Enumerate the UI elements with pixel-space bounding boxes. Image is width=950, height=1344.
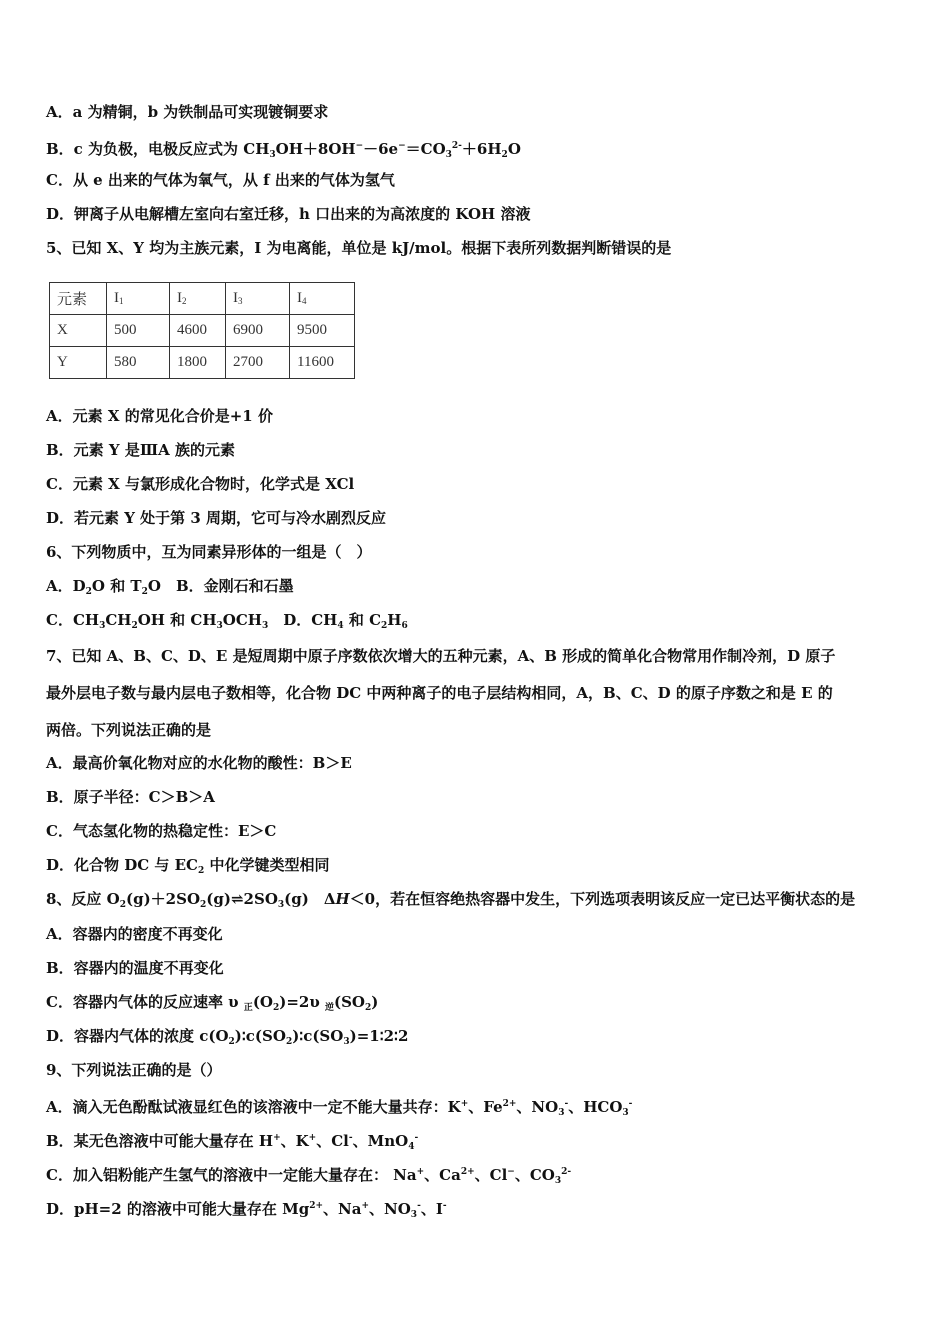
q8-option-b: B．容器内的温度不再变化 bbox=[46, 959, 224, 977]
q5-stem: 5、已知 X、Y 均为主族元素，I 为电离能，单位是 kJ/mol。根据下表所列数据判断错误的是 bbox=[46, 239, 672, 257]
table-cell: 580 bbox=[107, 347, 170, 379]
q9-option-a: A．滴入无色酚酞试液显红色的该溶液中一定不能大量共存：K+、$Fe^{2+}$、$NO_3^-$、$HCO_3^-$ bbox=[46, 1098, 633, 1118]
table-cell: $I_1$ bbox=[107, 283, 170, 315]
table-row bbox=[50, 347, 355, 379]
q5-option-d: D．若元素 Y 处于第 3 周期，它可与冷水剧烈反应 bbox=[46, 509, 387, 527]
q9-option-c: C．加入铝粉能产生氢气的溶液中一定能大量存在： Na+、$Ca^{2+}$、Cl−、$CO_3^{2-}$ bbox=[46, 1166, 572, 1186]
table-cell: 元素 bbox=[50, 283, 107, 315]
q5-option-c: C．元素 X 与氯形成化合物时，化学式是 XCl bbox=[46, 475, 355, 493]
table-cell: 6900 bbox=[226, 315, 290, 347]
table-cell: X bbox=[50, 315, 107, 347]
ionization-energy-table bbox=[49, 282, 355, 379]
q9-option-d: D．pH=2 的溶液中可能大量存在 $Mg^{2+}$、Na+、$NO_3^-$、I- bbox=[46, 1200, 447, 1220]
table-cell: $I_2$ bbox=[170, 283, 226, 315]
q7-option-a: A．最高价氧化物对应的水化物的酸性：B＞E bbox=[46, 754, 352, 772]
q9-option-b: B．某无色溶液中可能大量存在 H+、K+、Cl-、MnO$_4$- bbox=[46, 1132, 419, 1152]
q6-options-ab: A．$D_2O$ 和 $T_2O$ B．金刚石和石墨 bbox=[46, 577, 294, 597]
q8-option-d: D．容器内气体的浓度 $c(O_2)∶c(SO_2)∶c(SO_3)=1∶2∶2$ bbox=[46, 1027, 409, 1047]
table-cell: 1800 bbox=[170, 347, 226, 379]
q7-option-c: C．气态氢化物的热稳定性：E＞C bbox=[46, 822, 277, 840]
q6-options-cd: C．$CH_3CH_2OH$ 和 $CH_3OCH_3$ D．$CH_4$ 和 $C_2H_6$ bbox=[46, 611, 408, 631]
table-cell: 4600 bbox=[170, 315, 226, 347]
q8-stem: 8、反应 $O_2(g)+2SO_2(g)\rightleftharpoons 2SO_3(g)$ ΔH＜0，若在恒容绝热容器中发生，下列选项表明该反应一定已达平衡状态的是 bbox=[46, 890, 856, 910]
table-cell: 2700 bbox=[226, 347, 290, 379]
q4-option-b: B．c 为负极，电极反应式为 $CH_3OH+8OH^--6e^-=CO_3^{2-}+6H_2O$ bbox=[46, 140, 521, 160]
q8-option-a: A．容器内的密度不再变化 bbox=[46, 925, 223, 943]
q7-stem-line3: 两倍。下列说法正确的是 bbox=[46, 721, 212, 739]
table-cell: $I_4$ bbox=[290, 283, 355, 315]
q7-stem-line1: 7、已知 A、B、C、D、E 是短周期中原子序数依次增大的五种元素，A、B 形成的简单化合物常用作制冷剂，D 原子 bbox=[46, 647, 836, 665]
q4-option-c: C．从 e 出来的气体为氧气，从 f 出来的气体为氢气 bbox=[46, 171, 395, 189]
table-row bbox=[50, 315, 355, 347]
table-cell: 9500 bbox=[290, 315, 355, 347]
table-header-row bbox=[50, 283, 355, 315]
table-cell: 500 bbox=[107, 315, 170, 347]
q6-stem: 6、下列物质中，互为同素异形体的一组是（ ） bbox=[46, 543, 372, 561]
q5-option-a: A．元素 X 的常见化合价是+1 价 bbox=[46, 407, 273, 425]
q7-stem-line2: 最外层电子数与最内层电子数相等，化合物 DC 中两种离子的电子层结构相同，A，B、C、D 的原子序数之和是 E 的 bbox=[46, 684, 833, 702]
q4-option-d: D．钾离子从电解槽左室向右室迁移，h 口出来的为高浓度的 KOH 溶液 bbox=[46, 205, 531, 223]
table-cell: $I_3$ bbox=[226, 283, 290, 315]
q7-option-d: D．化合物 DC 与 $EC_2$ 中化学键类型相同 bbox=[46, 856, 330, 876]
table-cell: Y bbox=[50, 347, 107, 379]
q4-option-a: A．a 为精铜，b 为铁制品可实现镀铜要求 bbox=[46, 103, 329, 121]
q7-option-b: B．原子半径：C＞B＞A bbox=[46, 788, 215, 806]
q9-stem: 9、下列说法正确的是（） bbox=[46, 1061, 222, 1079]
q8-option-c: C．容器内气体的反应速率 υ $_正(O_2)=2\upsilon$ $_逆(SO_2)$ bbox=[46, 993, 379, 1013]
table-cell: 11600 bbox=[290, 347, 355, 379]
q5-option-b: B．元素 Y 是ⅢA 族的元素 bbox=[46, 441, 235, 459]
